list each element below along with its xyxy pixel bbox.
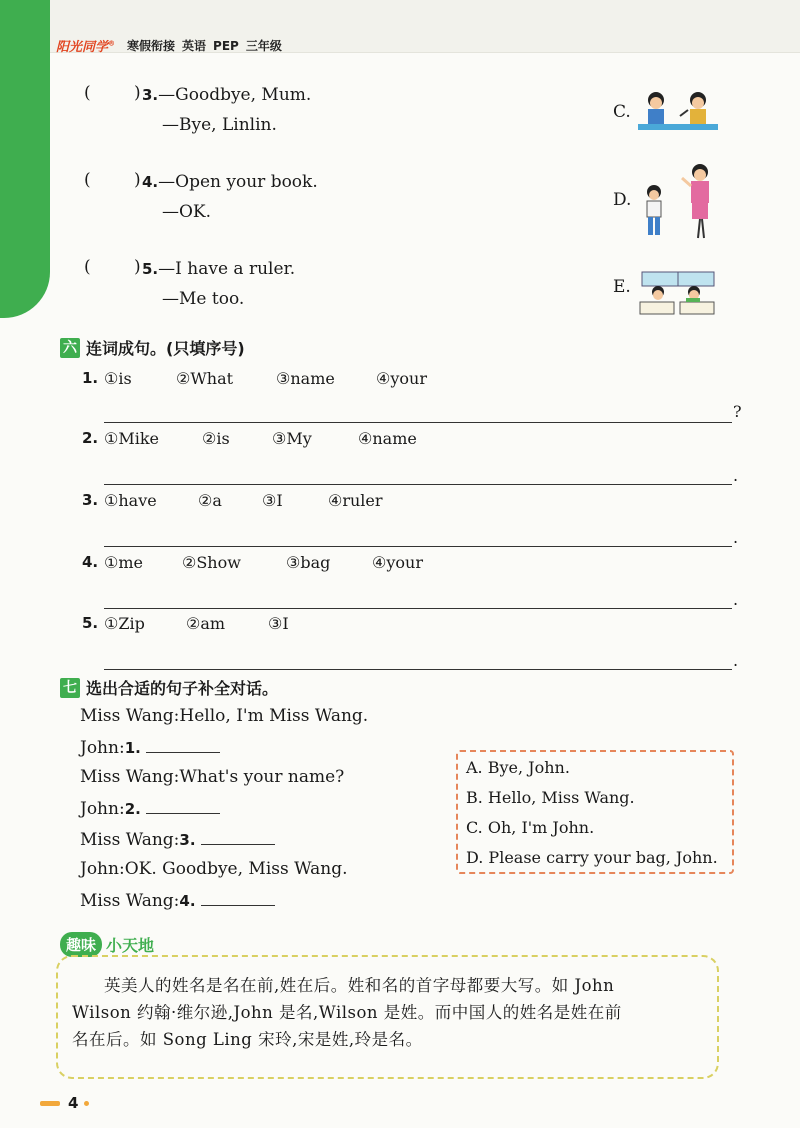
dialog-row: Miss Wang:Hello, I'm Miss Wang. [80,706,369,726]
blank-number: 3. [179,831,196,849]
header-series: 寒假衔接 [127,39,176,53]
blank-number: 2. [124,800,141,818]
dialog-text: OK. Goodbye, Miss Wang. [124,859,348,879]
end-punctuation: ? [733,402,742,421]
answer-blank[interactable] [201,889,275,906]
blank-number: 1. [124,739,141,757]
word-chip: ③name [276,369,335,388]
section-badge: 七 [60,678,80,698]
answer-blank[interactable] [146,736,220,753]
answer-paren-open[interactable]: ( [84,83,91,103]
answer-paren-close: ) [134,170,141,190]
header-grade: 三年级 [245,39,282,53]
answer-line[interactable] [104,422,732,423]
speaker: Miss Wang [80,830,174,850]
section-7-title [60,676,278,699]
item-number: 4. [82,553,99,571]
word-chip: ③I [262,491,283,510]
word-chip: ③My [272,429,312,448]
dialog-row: Miss Wang:4. [80,889,275,911]
header-edition: PEP [213,38,239,53]
option-d-label: D. [613,190,632,210]
word-chip: ④your [376,369,427,388]
option-c-label: C. [613,102,631,122]
green-side-tab [0,0,50,318]
picture-c-greeting [636,88,720,134]
picture-e-classroom [636,270,720,318]
word-chip: ①Mike [104,429,160,448]
dialog-line: —Open your book. [158,172,318,192]
dialog-row: John:1. [80,736,220,758]
speaker: Miss Wang [80,706,174,726]
answer-blank[interactable] [201,828,275,845]
section-title-text: 连词成句。(只填序号) [86,339,245,358]
section-title-text: 选出合适的句子补全对话。 [86,679,279,698]
brand-logo: 阳光同学® [56,39,116,55]
word-chip: ②a [198,491,222,510]
speaker: John [80,738,119,758]
word-chip: ②What [176,369,234,388]
word-chip: ①me [104,553,143,572]
answer-paren-close: ) [134,257,141,277]
answer-line[interactable] [104,546,732,547]
option-e-label: E. [613,277,631,297]
word-chip: ②is [202,429,230,448]
dialog-row: John:OK. Goodbye, Miss Wang. [80,859,348,879]
section-6-title [60,336,245,359]
word-chip: ②am [186,614,226,633]
choice-option: C. Oh, I'm John. [466,818,595,837]
choice-option: A. Bye, John. [466,758,570,777]
page-number [40,1094,89,1112]
word-chip: ③I [268,614,289,633]
speaker: Miss Wang [80,891,174,911]
page-number-bar [40,1101,60,1106]
page-number-dot [84,1101,89,1106]
header-bar [56,36,289,55]
end-punctuation: . [733,590,739,609]
dialog-line: —I have a ruler. [158,259,296,279]
answer-paren-close: ) [134,83,141,103]
item-number: 1. [82,369,99,387]
word-chip: ②Show [182,553,241,572]
fun-corner-badge [60,932,154,957]
speaker: Miss Wang [80,767,174,787]
answer-line[interactable] [104,669,732,670]
word-chip: ①Zip [104,614,145,633]
section-badge: 六 [60,338,80,358]
page-number-text: 4 [68,1094,79,1112]
fun-text-line: Wilson 约翰·维尔逊,John 是名,Wilson 是姓。而中国人的姓名是姓在前 [72,1003,622,1022]
word-chip: ④your [372,553,423,572]
item-number: 3. [82,491,99,509]
item-number: 5. [142,260,159,278]
fun-text-line: 英美人的姓名是名在前,姓在后。姓和名的首字母都要大写。如 John [104,976,615,995]
header-subject: 英语 [182,39,207,53]
word-chip: ④ruler [328,491,383,510]
word-chip: ①have [104,491,157,510]
dialog-line: —OK. [162,202,212,222]
end-punctuation: . [733,651,739,670]
dialog-row: Miss Wang:What's your name? [80,767,345,787]
fun-text-line: 名在后。如 Song Ling 宋玲,宋是姓,玲是名。 [72,1030,423,1049]
item-number: 4. [142,173,159,191]
dialog-text: What's your name? [179,767,345,787]
answer-paren-open[interactable]: ( [84,170,91,190]
choice-option: D. Please carry your bag, John. [466,848,718,867]
end-punctuation: . [733,466,739,485]
answer-line[interactable] [104,484,732,485]
dialog-line: —Bye, Linlin. [162,115,277,135]
answer-blank[interactable] [146,797,220,814]
dialog-text: Hello, I'm Miss Wang. [179,706,369,726]
dialog-line: —Me too. [162,289,245,309]
word-chip: ③bag [286,553,331,572]
item-number: 5. [82,614,99,632]
speaker: John [80,799,119,819]
dialog-row: John:2. [80,797,220,819]
item-number: 2. [82,429,99,447]
blank-number: 4. [179,892,196,910]
speaker: John [80,859,119,879]
fun-corner-text [72,972,712,1053]
word-chip: ④name [358,429,417,448]
answer-line[interactable] [104,608,732,609]
fun-badge-title: 小天地 [106,936,155,955]
end-punctuation: . [733,528,739,547]
item-number: 3. [142,86,159,104]
choice-option: B. Hello, Miss Wang. [466,788,635,807]
picture-d-teacher [636,158,720,242]
choices-box [456,750,734,874]
fun-badge-pill: 趣味 [60,932,102,957]
word-chip: ①is [104,369,132,388]
dialog-row: Miss Wang:3. [80,828,275,850]
answer-paren-open[interactable]: ( [84,257,91,277]
dialog-line: —Goodbye, Mum. [158,85,312,105]
